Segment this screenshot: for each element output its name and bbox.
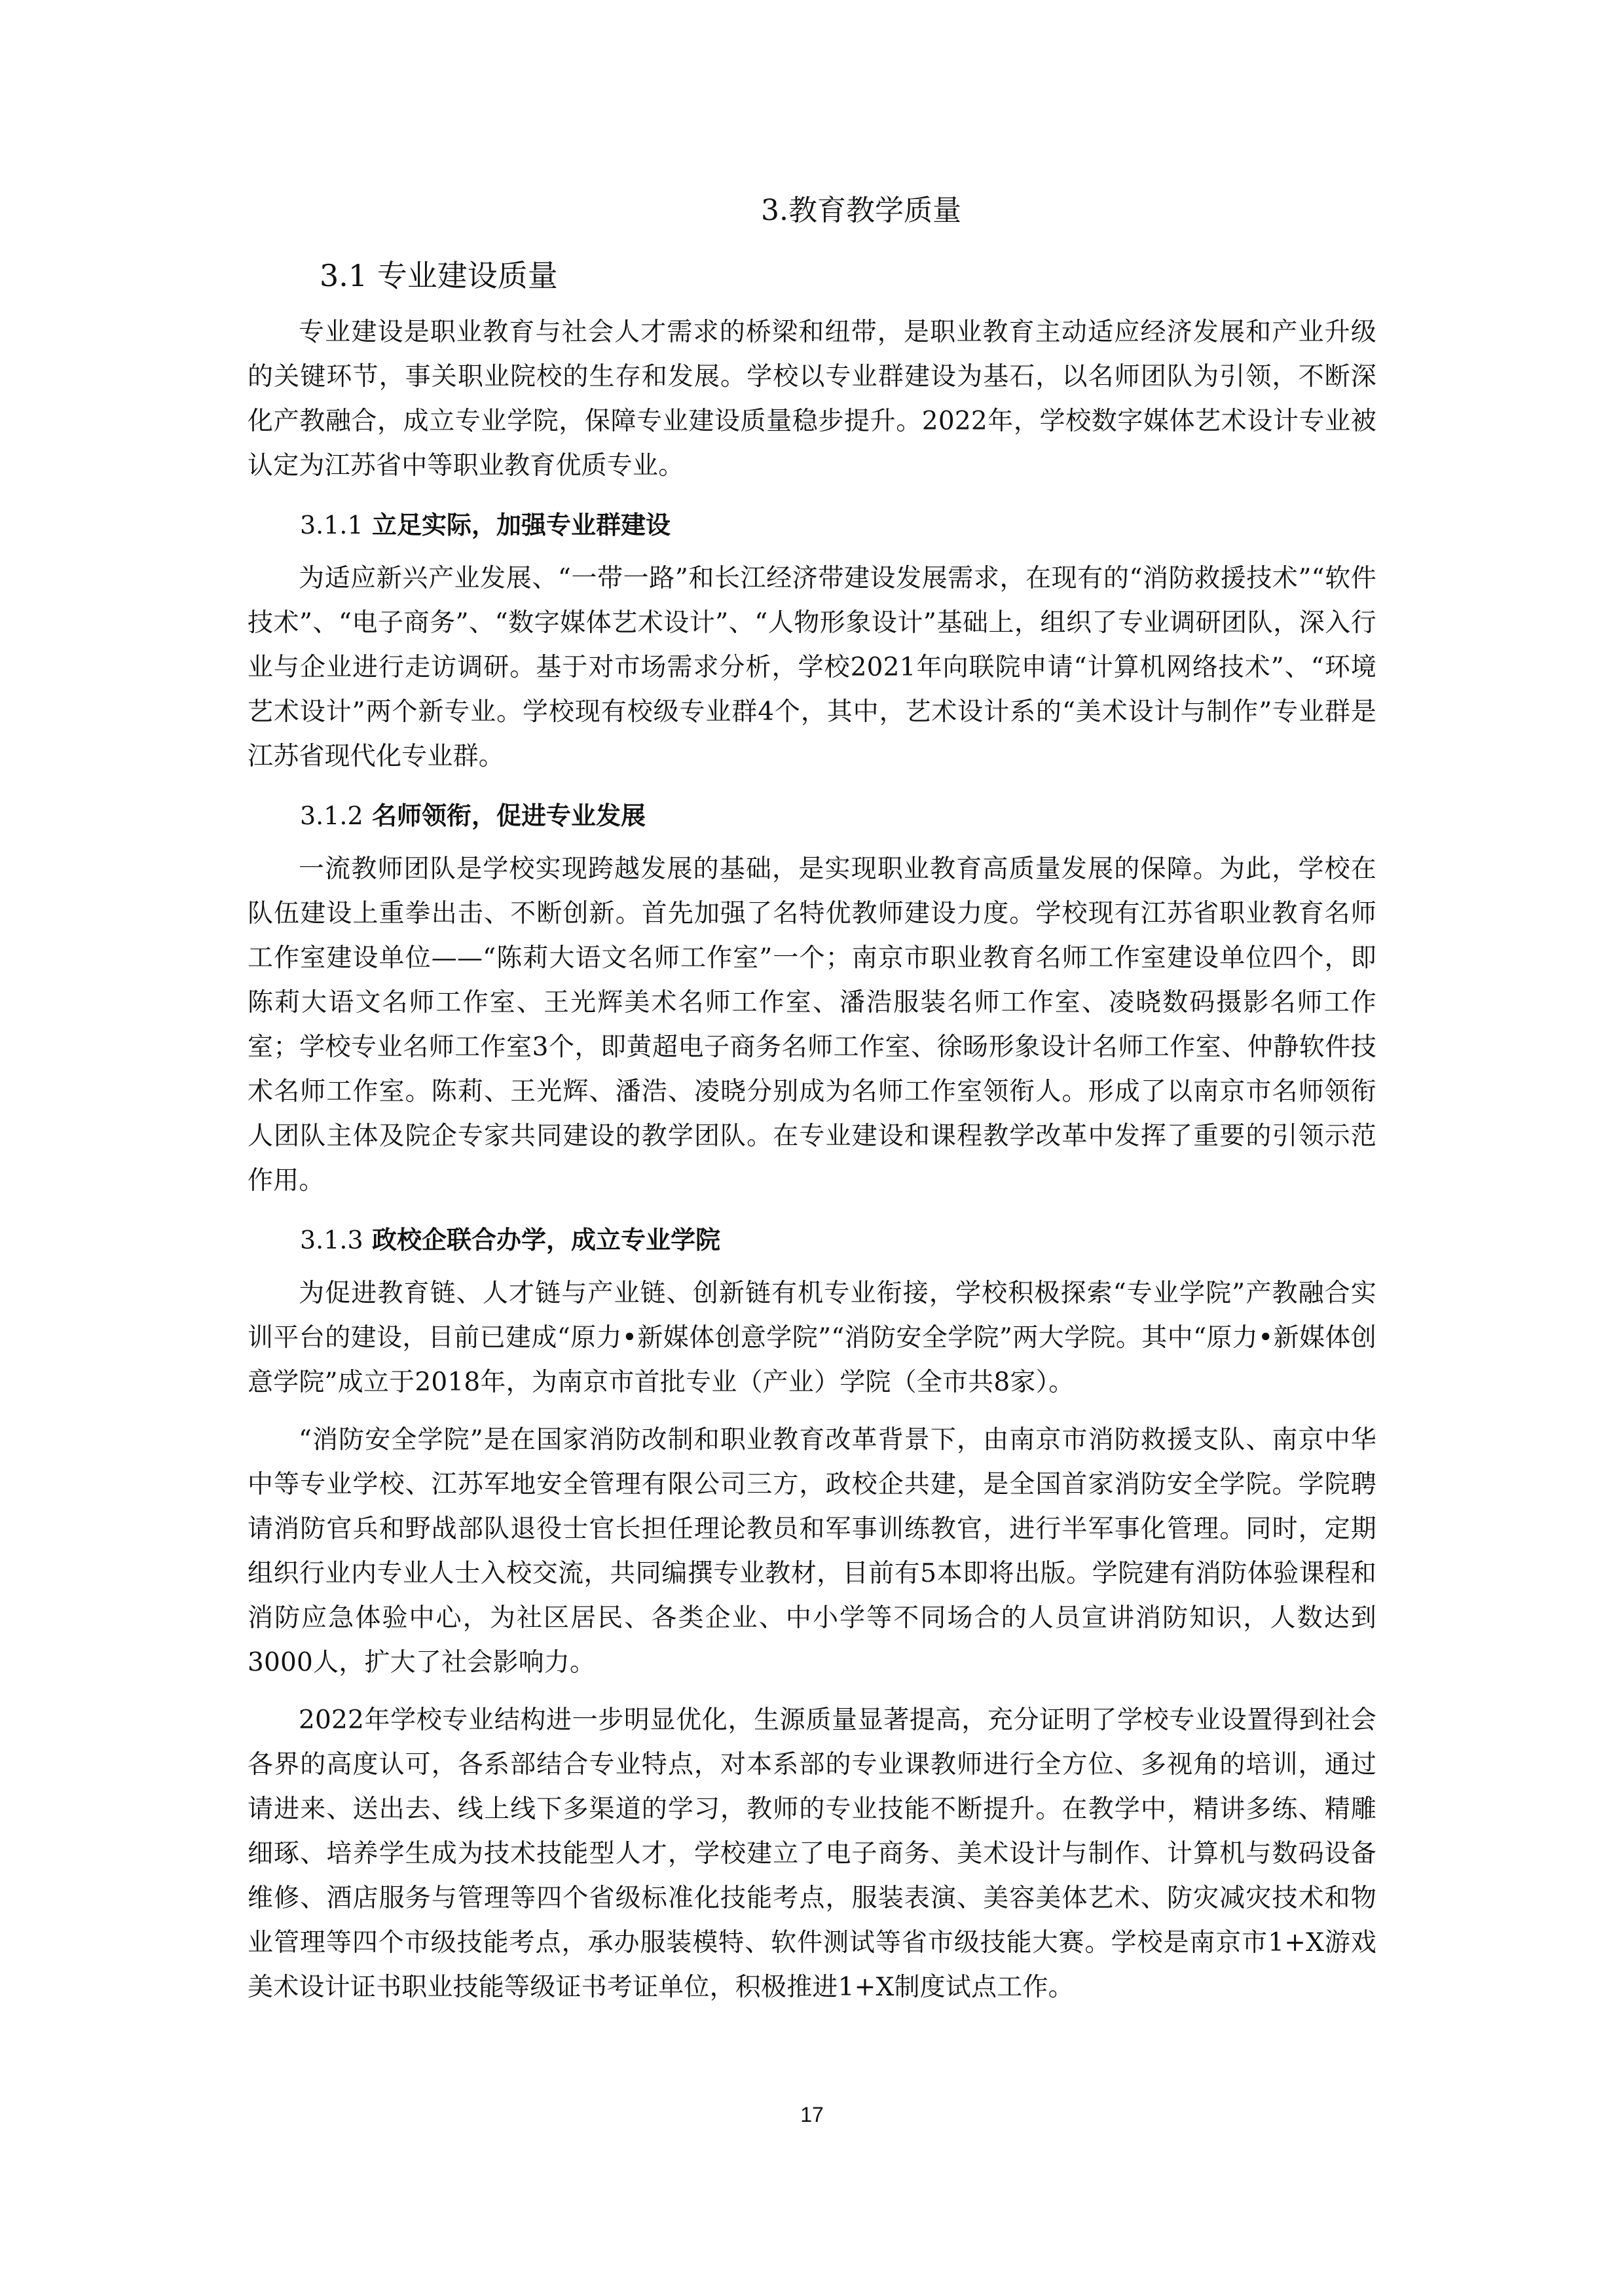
heading-3-1-1 — [300, 507, 1376, 543]
heading-text: 政校企联合办学，成立专业学院 — [371, 1226, 720, 1254]
section-title: 3.教育教学质量 — [761, 194, 961, 227]
heading-3-1-3 — [300, 1222, 1376, 1258]
heading-number: 3.1.3 — [300, 1226, 363, 1254]
heading-number: 3.1.2 — [300, 801, 363, 830]
heading-number: 3.1.1 — [300, 511, 363, 539]
paragraph-3-1-3-c: 2022年学校专业结构进一步明显优化，生源质量显著提高，充分证明了学校专业设置得到社会各界的高度认可，各系部结合专业特点，对本系部的专业课教师进行全方位、多视角的培训，通过请进来、送出去、线上线下多渠道的学习，教师的专业技能不断提升。在教学中，精讲多练、精雕细琢、培养学生成为技术技能型人才，学校建立了电子商务、美术设计与制作、计算机与数码设备维修、酒店服务与管理等四个省级标准化技能考点，服装表演、美容美体艺术、防灾减灾技术和物业管理等四个市级技能考点，承办服装模特、软件测试等省市级技能大赛。学校是南京市1+X游戏美术设计证书职业技能等级证书考证单位，积极推进1+X制度试点工作。 — [248, 1705, 1376, 2002]
paragraph-3-1-1: 为适应新兴产业发展、“一带一路”和长江经济带建设发展需求，在现有的“消防救援技术”“软件技术”、“电子商务”、“数字媒体艺术设计”、“人物形象设计”基础上，组织了专业调研团队，深入行业与企业进行走访调研。基于对市场需求分析，学校2021年向联院申请“计算机网络技术”、“环境艺术设计”两个新专业。学校现有校级专业群4个，其中，艺术设计系的“美术设计与制作”专业群是江苏省现代化专业群。 — [248, 564, 1376, 771]
paragraph-3-1-2: 一流教师团队是学校实现跨越发展的基础，是实现职业教育高质量发展的保障。为此，学校在队伍建设上重拳出击、不断创新。首先加强了名特优教师建设力度。学校现有江苏省职业教育名师工作室建设单位——“陈莉大语文名师工作室”一个；南京市职业教育名师工作室建设单位四个，即陈莉大语文名师工作室、王光辉美术名师工作室、潘浩服装名师工作室、凌晓数码摄影名师工作室；学校专业名师工作室3个，即黄超电子商务名师工作室、徐旸形象设计名师工作室、仲静软件技术名师工作室。陈莉、王光辉、潘浩、凌晓分别成为名师工作室领衔人。形成了以南京市名师领衔人团队主体及院企专家共同建设的教学团队。在专业建设和课程教学改革中发挥了重要的引领示范作用。 — [248, 854, 1376, 1195]
heading-text: 名师领衔，促进专业发展 — [371, 801, 646, 830]
subsection-title: 3.1 专业建设质量 — [320, 258, 558, 293]
paragraph-3-1-3-a: 为促进教育链、人才链与产业链、创新链有机专业衔接，学校积极探索“专业学院”产教融合实训平台的建设，目前已建成“原力•新媒体创意学院”“消防安全学院”两大学院。其中“原力•新媒体创意学院”成立于2018年，为南京市首批专业（产业）学院（全市共8家）。 — [248, 1279, 1376, 1397]
paragraph-3-1-3-b: “消防安全学院”是在国家消防改制和职业教育改革背景下，由南京市消防救援支队、南京中华中等专业学校、江苏军地安全管理有限公司三方，政校企共建，是全国首家消防安全学院。学院聘请消防官兵和野战部队退役士官长担任理论教员和军事训练教官，进行半军事化管理。同时，定期组织行业内专业人士入校交流，共同编撰专业教材，目前有5本即将出版。学院建有消防体验课程和消防应急体验中心，为社区居民、各类企业、中小学等不同场合的人员宣讲消防知识，人数达到3000人，扩大了社会影响力。 — [248, 1425, 1376, 1677]
page-content — [248, 190, 1376, 2023]
heading-text: 立足实际，加强专业群建设 — [371, 511, 671, 539]
intro-paragraph: 专业建设是职业教育与社会人才需求的桥梁和纽带，是职业教育主动适应经济发展和产业升级的关键环节，事关职业院校的生存和发展。学校以专业群建设为基石，以名师团队为引领，不断深化产教融合，成立专业学院，保障专业建设质量稳步提升。2022年，学校数字媒体艺术设计专业被认定为江苏省中等职业教育优质专业。 — [248, 318, 1376, 481]
heading-3-1-2 — [300, 797, 1376, 834]
page-number: 17 — [800, 2103, 824, 2126]
